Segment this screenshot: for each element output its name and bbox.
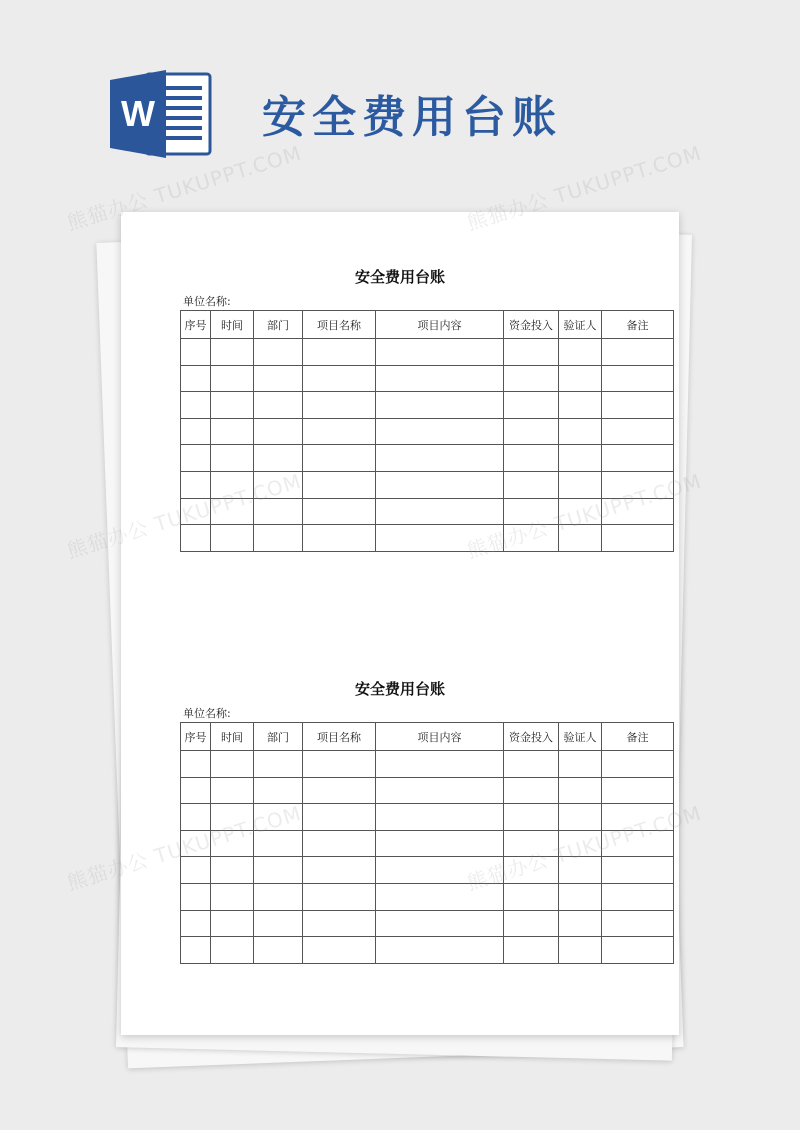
table-cell[interactable]: [254, 339, 303, 366]
table-cell[interactable]: [376, 498, 504, 525]
table-row: [181, 830, 674, 857]
table-row: [181, 418, 674, 445]
table-cell[interactable]: [181, 883, 211, 910]
table-cell[interactable]: [559, 883, 602, 910]
table-cell[interactable]: [602, 498, 674, 525]
column-header: 项目名称: [303, 723, 376, 751]
word-document-icon: [110, 70, 214, 158]
table-cell[interactable]: [504, 830, 559, 857]
table-cell[interactable]: [181, 751, 211, 778]
table-cell[interactable]: [504, 937, 559, 964]
table-cell[interactable]: [504, 804, 559, 831]
table-cell[interactable]: [181, 830, 211, 857]
table-cell[interactable]: [504, 418, 559, 445]
banner: [0, 0, 800, 200]
table-cell[interactable]: [559, 471, 602, 498]
table-cell[interactable]: [181, 498, 211, 525]
table-cell[interactable]: [559, 498, 602, 525]
unit-name-label: 单位名称:: [183, 707, 231, 720]
column-header: 验证人: [559, 311, 602, 339]
table-cell[interactable]: [254, 418, 303, 445]
table-cell[interactable]: [303, 883, 376, 910]
table-cell[interactable]: [504, 392, 559, 419]
table-cell[interactable]: [211, 445, 254, 472]
table-cell[interactable]: [602, 445, 674, 472]
table-cell[interactable]: [559, 937, 602, 964]
table-cell[interactable]: [211, 498, 254, 525]
table-cell[interactable]: [602, 777, 674, 804]
watermark: 熊猫办公: [64, 847, 152, 896]
column-header: 序号: [181, 723, 211, 751]
table-cell[interactable]: [602, 937, 674, 964]
table-cell[interactable]: [559, 857, 602, 884]
table-cell[interactable]: [602, 339, 674, 366]
table-cell[interactable]: [376, 445, 504, 472]
table-cell[interactable]: [303, 392, 376, 419]
table-cell[interactable]: [559, 830, 602, 857]
table-cell[interactable]: [303, 525, 376, 552]
table-cell[interactable]: [211, 777, 254, 804]
column-header: 部门: [254, 723, 303, 751]
table-cell[interactable]: [211, 804, 254, 831]
table-cell[interactable]: [376, 830, 504, 857]
column-header: 时间: [211, 311, 254, 339]
table-cell[interactable]: [376, 804, 504, 831]
table-row: [181, 857, 674, 884]
table-cell[interactable]: [602, 883, 674, 910]
table-cell[interactable]: [303, 777, 376, 804]
table-cell[interactable]: [211, 418, 254, 445]
table-cell[interactable]: [211, 937, 254, 964]
table-cell[interactable]: [376, 471, 504, 498]
table-cell[interactable]: [303, 830, 376, 857]
table-cell[interactable]: [211, 751, 254, 778]
table-cell[interactable]: [559, 777, 602, 804]
column-header: 资金投入: [504, 311, 559, 339]
table-cell[interactable]: [303, 418, 376, 445]
table-cell[interactable]: [376, 910, 504, 937]
table-cell[interactable]: [254, 910, 303, 937]
table-cell[interactable]: [303, 910, 376, 937]
table-cell[interactable]: [254, 777, 303, 804]
table-cell[interactable]: [376, 525, 504, 552]
table-row: [181, 498, 674, 525]
table-cell[interactable]: [254, 525, 303, 552]
table-cell[interactable]: [303, 857, 376, 884]
column-header: 备注: [602, 311, 674, 339]
table-cell[interactable]: [504, 339, 559, 366]
column-header: 序号: [181, 311, 211, 339]
table-cell[interactable]: [211, 910, 254, 937]
table-cell[interactable]: [181, 339, 211, 366]
table-cell[interactable]: [602, 392, 674, 419]
table-row: [181, 339, 674, 366]
table-cell[interactable]: [504, 525, 559, 552]
document-page: [121, 212, 679, 1035]
table-cell[interactable]: [376, 937, 504, 964]
table-cell[interactable]: [559, 392, 602, 419]
table-cell[interactable]: [303, 339, 376, 366]
table-cell[interactable]: [181, 777, 211, 804]
table-cell[interactable]: [602, 751, 674, 778]
ledger-title: 安全费用台账: [354, 268, 445, 286]
table-cell[interactable]: [303, 804, 376, 831]
table-cell[interactable]: [376, 339, 504, 366]
table-cell[interactable]: [504, 751, 559, 778]
table-cell[interactable]: [559, 804, 602, 831]
table-row: [181, 525, 674, 552]
table-row: [181, 445, 674, 472]
table-row: [181, 910, 674, 937]
table-cell[interactable]: [181, 445, 211, 472]
table-cell[interactable]: [376, 777, 504, 804]
table-cell[interactable]: [254, 365, 303, 392]
table-cell[interactable]: [254, 498, 303, 525]
table-cell[interactable]: [211, 339, 254, 366]
table-cell[interactable]: [504, 910, 559, 937]
ledger-title: 安全费用台账: [354, 680, 445, 698]
watermark: 熊猫办公 TUKUPPT.COM: [464, 140, 705, 236]
table-row: [181, 883, 674, 910]
table-cell[interactable]: [211, 830, 254, 857]
table-cell[interactable]: [254, 883, 303, 910]
table-header-row: [181, 311, 674, 339]
table-cell[interactable]: [254, 392, 303, 419]
column-header: 项目名称: [303, 311, 376, 339]
table-cell[interactable]: [181, 392, 211, 419]
table-cell[interactable]: [376, 392, 504, 419]
table-cell[interactable]: [602, 418, 674, 445]
ledger-table: [180, 310, 674, 552]
table-cell[interactable]: [376, 883, 504, 910]
table-cell[interactable]: [254, 751, 303, 778]
column-header: 时间: [211, 723, 254, 751]
table-cell[interactable]: [303, 365, 376, 392]
table-cell[interactable]: [211, 365, 254, 392]
table-cell[interactable]: [602, 365, 674, 392]
table-cell[interactable]: [181, 937, 211, 964]
table-cell[interactable]: [504, 777, 559, 804]
table-cell[interactable]: [303, 445, 376, 472]
table-row: [181, 392, 674, 419]
table-row: [181, 751, 674, 778]
table-cell[interactable]: [504, 365, 559, 392]
table-cell[interactable]: [211, 883, 254, 910]
table-row: [181, 365, 674, 392]
column-header: 验证人: [559, 723, 602, 751]
table-row: [181, 937, 674, 964]
table-cell[interactable]: [376, 365, 504, 392]
table-cell[interactable]: [211, 471, 254, 498]
table-row: [181, 777, 674, 804]
table-cell[interactable]: [211, 525, 254, 552]
table-cell[interactable]: [376, 751, 504, 778]
table-cell[interactable]: [559, 525, 602, 552]
table-cell[interactable]: [559, 418, 602, 445]
table-cell[interactable]: [602, 804, 674, 831]
table-cell[interactable]: [254, 445, 303, 472]
table-cell[interactable]: [559, 339, 602, 366]
table-cell[interactable]: [504, 471, 559, 498]
table-cell[interactable]: [559, 445, 602, 472]
column-header: 项目内容: [376, 723, 504, 751]
table-header-row: [181, 723, 674, 751]
column-header: 资金投入: [504, 723, 559, 751]
table-cell[interactable]: [254, 471, 303, 498]
table-cell[interactable]: [181, 804, 211, 831]
table-cell[interactable]: [181, 365, 211, 392]
table-cell[interactable]: [376, 857, 504, 884]
table-cell[interactable]: [181, 857, 211, 884]
table-cell[interactable]: [504, 883, 559, 910]
table-cell[interactable]: [303, 498, 376, 525]
table-cell[interactable]: [211, 857, 254, 884]
table-cell[interactable]: [602, 910, 674, 937]
table-cell[interactable]: [254, 857, 303, 884]
table-cell[interactable]: [504, 445, 559, 472]
logo-letter: W: [121, 93, 155, 134]
table-cell[interactable]: [376, 418, 504, 445]
table-cell[interactable]: [254, 804, 303, 831]
table-cell[interactable]: [602, 525, 674, 552]
table-cell[interactable]: [602, 830, 674, 857]
table-cell[interactable]: [181, 910, 211, 937]
table-cell[interactable]: [303, 751, 376, 778]
table-cell[interactable]: [254, 830, 303, 857]
table-cell[interactable]: [254, 937, 303, 964]
table-cell[interactable]: [504, 498, 559, 525]
watermark: 熊猫办公 TUKUPPT.COM: [64, 140, 305, 236]
table-cell[interactable]: [303, 471, 376, 498]
page-title: 安全费用台账: [262, 92, 562, 143]
table-cell[interactable]: [504, 857, 559, 884]
table-cell[interactable]: [181, 418, 211, 445]
table-cell[interactable]: [559, 751, 602, 778]
table-cell[interactable]: [181, 525, 211, 552]
table-cell[interactable]: [303, 937, 376, 964]
ledger-table: [180, 722, 674, 964]
table-row: [181, 471, 674, 498]
table-cell[interactable]: [211, 392, 254, 419]
column-header: 项目内容: [376, 311, 504, 339]
table-cell[interactable]: [559, 910, 602, 937]
column-header: 部门: [254, 311, 303, 339]
table-cell[interactable]: [602, 857, 674, 884]
table-cell[interactable]: [181, 471, 211, 498]
table-cell[interactable]: [602, 471, 674, 498]
unit-name-label: 单位名称:: [183, 295, 231, 308]
table-cell[interactable]: [559, 365, 602, 392]
column-header: 备注: [602, 723, 674, 751]
table-row: [181, 804, 674, 831]
